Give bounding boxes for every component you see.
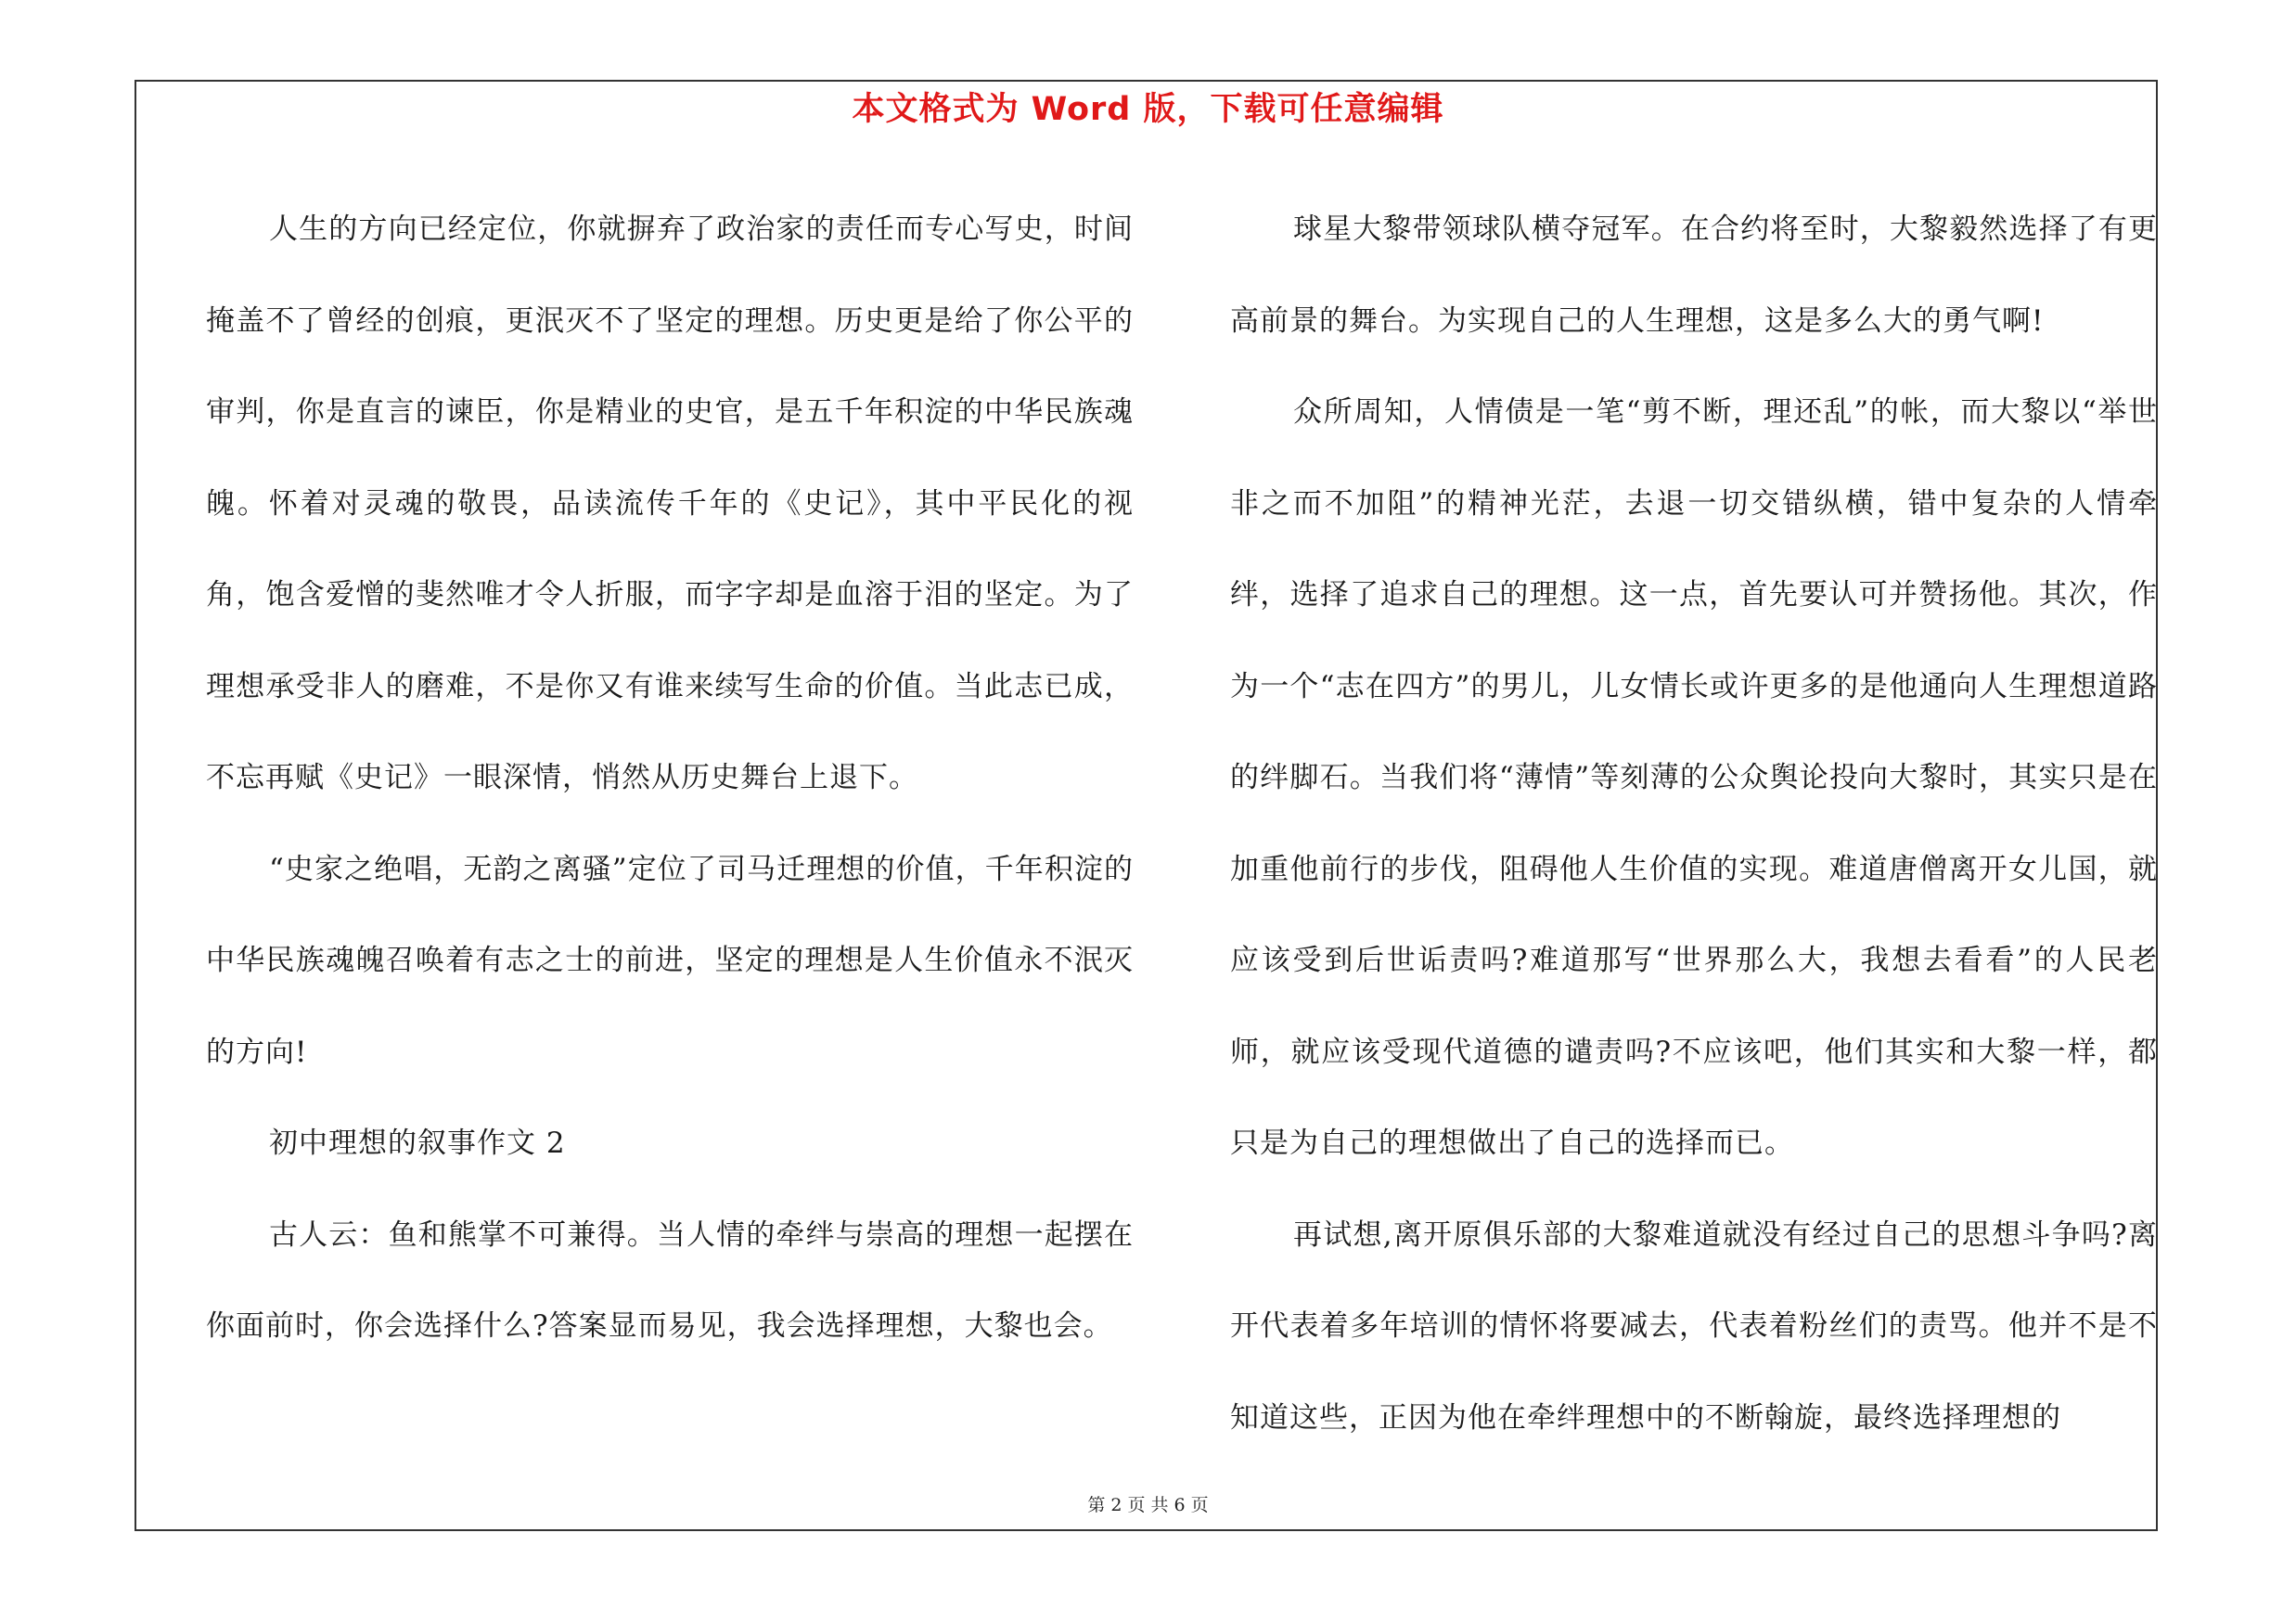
paragraph: 古人云：鱼和熊掌不可兼得。当人情的牵绊与崇高的理想一起摆在你面前时，你会选择什么?答案显而易见，我会选择理想，大黎也会。 <box>206 1217 1134 1343</box>
page-number: 第 2 页 共 6 页 <box>1087 1495 1209 1515</box>
paragraph: 人生的方向已经定位，你就摒弃了政治家的责任而专心写史，时间掩盖不了曾经的创痕，更泯灭不了坚定的理想。历史更是给了你公平的审判，你是直言的谏臣，你是精业的史官，是五千年积淀的中华民族魂魄。怀着对灵魂的敬畏，品读流传千年的《史记》，其中平民化的视角，饱含爱憎的斐然唯才令人折服，而字字却是血溶于泪的坚定。为了理想承受非人的磨难，不是你又有谁来续写生命的价值。当此志已成，不忘再赋《史记》一眼深情，悄然从历史舞台上退下。 <box>206 213 1134 794</box>
paragraph: 众所周知，人情债是一笔“剪不断，理还乱”的帐，而大黎以“举世非之而不加阻”的精神光茫，去退一切交错纵横，错中复杂的人情牵绊，选择了追求自己的理想。这一点，首先要认可并赞扬他。其次，作为一个“志在四方”的男儿，儿女情长或许更多的是他通向人生理想道路的绊脚石。当我们将“薄情”等刻薄的公众舆论投向大黎时，其实只是在加重他前行的步伐，阻碍他人生价值的实现。难道唐僧离开女儿国，就应该受到后世诟责吗?难道那写“世界那么大，我想去看看”的人民老师，就应该受现代道德的谴责吗?不应该吧，他们其实和大黎一样，都只是为自己的理想做出了自己的选择而已。 <box>1230 395 2158 1160</box>
paragraph: 球星大黎带领球队横夺冠军。在合约将至时，大黎毅然选择了有更高前景的舞台。为实现自己的人生理想，这是多么大的勇气啊! <box>1230 213 2158 338</box>
header-banner: 本文格式为 Word 版，下载可任意编辑 <box>852 91 1444 128</box>
section-heading: 初中理想的叙事作文 2 <box>269 1127 566 1160</box>
paragraph: “史家之绝唱，无韵之离骚”定位了司马迁理想的价值，千年积淀的中华民族魂魄召唤着有志之士的前进，坚定的理想是人生价值永不泯灭的方向! <box>206 852 1134 1069</box>
paragraph: 再试想,离开原俱乐部的大黎难道就没有经过自己的思想斗争吗?离开代表着多年培训的情怀将要减去，代表着粉丝们的责骂。他并不是不知道这些，正因为他在牵绊理想中的不断翰旋，最终选择理想的 <box>1230 1217 2158 1435</box>
left-column <box>206 184 1134 1372</box>
right-column <box>1230 184 2158 1463</box>
